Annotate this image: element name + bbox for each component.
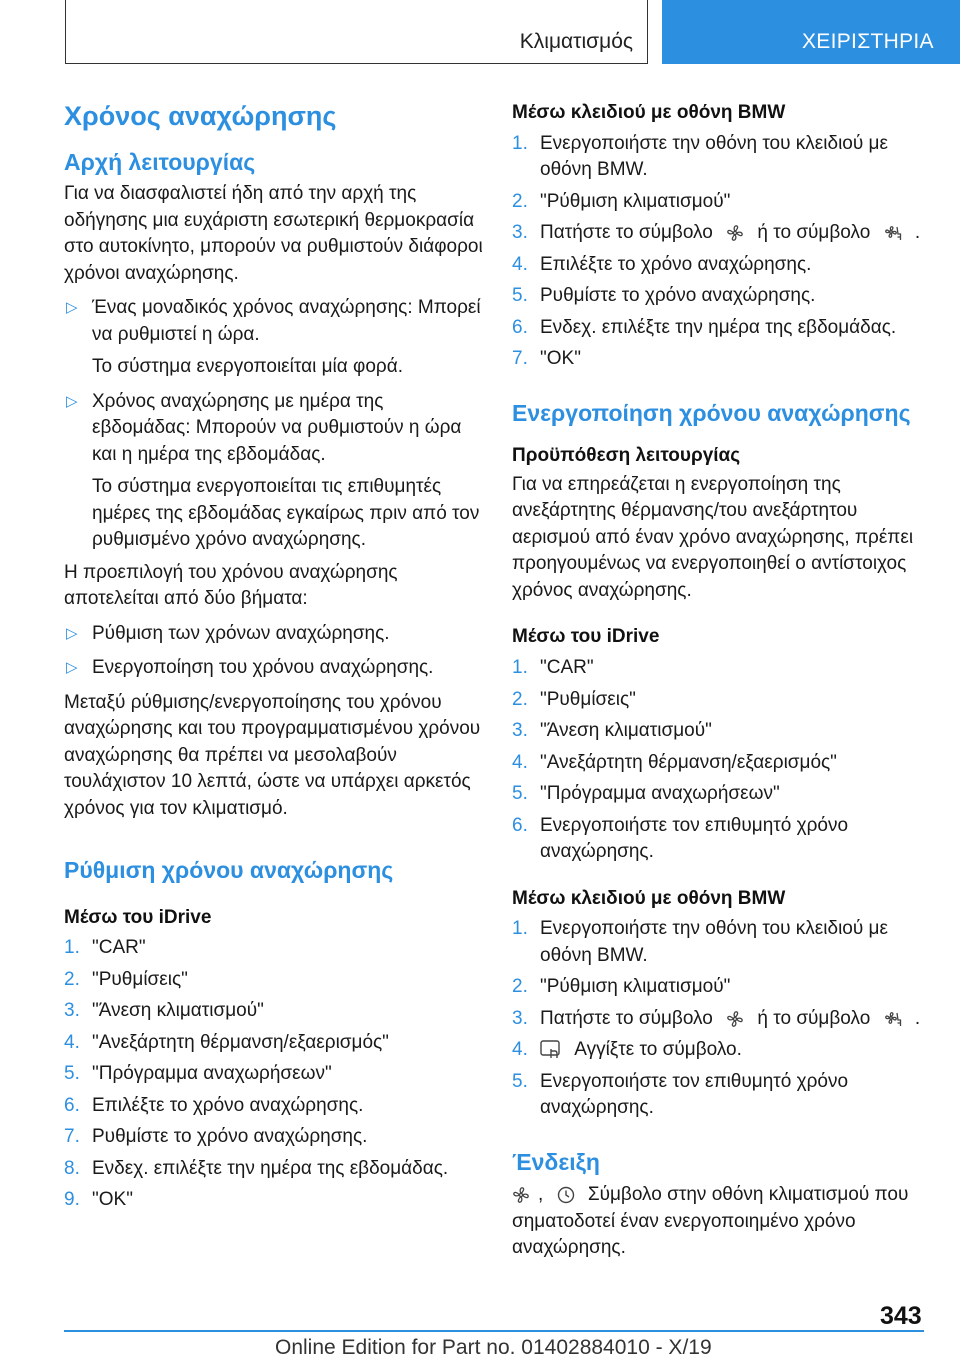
list-item: 1. Ενεργοποιήστε την οθόνη του κλειδιού με οθόνη BMW. (512, 918, 888, 966)
key-display-activation-steps (512, 916, 922, 1122)
idrive-heading: Μέσω του iDrive (64, 906, 212, 928)
bullet-weekday-note: Το σύστημα ενεργοποιείται τις επιθυμητές ημέρες της εβδομάδας εγκαίρως πριν από τον ρυθμισμένο χρόνο αναχώρησης. (92, 476, 480, 551)
list-item: 6. Ενδεχ. επιλέξτε την ημέρα της εβδομάδας. (512, 316, 897, 338)
list-item: 3. "Άνεση κλιματισμού" (512, 720, 712, 742)
list-item: 5. "Πρόγραμμα αναχωρήσεων" (64, 1063, 332, 1085)
page-header (0, 0, 960, 64)
triangle-bullet-icon: ▷ (66, 659, 78, 677)
list-item: 1. "CAR" (512, 657, 594, 679)
list-item: 2. "Ρυθμίσεις" (512, 688, 636, 710)
list-item: 4. "Ανεξάρτητη θέρμανση/εξαερισμός" (512, 751, 837, 773)
precondition-heading: Προϋπόθεση λειτουργίας (512, 445, 741, 467)
chapter-title: ΧΕΙΡΙΣΤΗΡΙΑ (802, 30, 934, 53)
triangle-bullet-icon: ▷ (66, 624, 78, 642)
list-item: 6. Ενεργοποιήστε τον επιθυμητό χρόνο αναχώρησης. (512, 814, 849, 863)
bullet-single-time: ▷ Ένας μοναδικός χρόνος αναχώρησης: Μπορεί να ρυθμιστεί η ώρα. (66, 297, 481, 345)
list-item: 2. "Ρυθμίσεις" (64, 968, 188, 990)
steps-intro: Η προεπιλογή του χρόνου αναχώρησης αποτελείται από δύο βήματα: (64, 561, 398, 610)
list-item: 1. "CAR" (64, 937, 146, 959)
footer-text: Online Edition for Part no. 01402884010 - X/19 (275, 1336, 712, 1359)
list-item: 4. Αγγίξτε το σύμβολο. (512, 1039, 742, 1061)
fan-icon (726, 224, 744, 242)
list-item: 5. Ρυθμίστε το χρόνο αναχώρησης. (512, 285, 816, 307)
list-item: 6. Επιλέξτε το χρόνο αναχώρησης. (64, 1094, 364, 1116)
idrive-activation-steps (512, 655, 922, 866)
bullet-weekday-time: ▷ Χρόνος αναχώρησης με ημέρα της εβδομάδας: Μπορούν να ρυθμιστούν η ώρα και η ημέρα της εβδομάδας. (66, 390, 462, 465)
intro-text: Για να διασφαλιστεί ήδη από την αρχή της οδήγησης μια ευχάριστη εσωτερική θερμοκρασία στο αυτοκίνητο, μπορούν να ρυθμιστούν διάφοροι χρόνοι αναχώρησης. (64, 183, 483, 284)
triangle-bullet-icon: ▷ (66, 299, 78, 317)
fan-seat-icon (884, 1010, 902, 1028)
bullet-step-activate: ▷ Ενεργοποίηση του χρόνου αναχώρησης. (64, 655, 484, 682)
left-column (64, 100, 484, 1219)
precondition-text: Για να επηρεάζεται η ενεργοποίηση της ανεξάρτητης θέρμανσης/του ανεξάρτητου αερισμού από έναν χρόνο αναχώρησης, πρέπει προηγουμένως να ενεργοποιηθεί ο αντίστοιχος χρόνος αναχώρησης. (512, 473, 914, 601)
list-item: 4. Επιλέξτε το χρόνο αναχώρησης. (512, 253, 812, 275)
key-display-heading: Μέσω κλειδιού με οθόνη BMW (512, 102, 786, 123)
touch-icon (540, 1040, 562, 1060)
list-item: 1. Ενεργοποιήστε την οθόνη του κλειδιού με οθόνη BMW. (512, 132, 888, 181)
list-item: 3. Πατήστε το σύμβολο ή το σύμβολο . (512, 222, 921, 244)
right-column (512, 100, 922, 1264)
page-number: 343 (880, 1302, 922, 1330)
section-tab (65, 0, 648, 64)
footer-divider (64, 1330, 924, 1332)
fan-icon (512, 1186, 530, 1204)
list-item: 8. Ενδεχ. επιλέξτε την ημέρα της εβδομάδας. (64, 1157, 449, 1179)
list-item: 2. "Ρύθμιση κλιματισμού" (512, 976, 731, 998)
setting-heading: Ρύθμιση χρόνου αναχώρησης (64, 857, 394, 884)
list-item: 2. "Ρύθμιση κλιματισμού" (512, 190, 731, 212)
triangle-bullet-icon: ▷ (66, 392, 78, 410)
list-item: 5. "Πρόγραμμα αναχωρήσεων" (512, 783, 780, 805)
bullet-single-note: Το σύστημα ενεργοποιείται μία φορά. (92, 356, 403, 378)
timing-note: Μεταξύ ρύθμισης/ενεργοποίησης του χρόνου αναχώρησης και του προγραμματισμένου χρόνου αναχώρησης θα πρέπει να μεσολαβούν τουλάχιστον 10 λεπτά, ώστε να υπάρχει αρκετός χρόνος για τον κλιματισμό. (64, 691, 481, 819)
activation-heading: Ενεργοποίηση χρόνου αναχώρησης (512, 399, 911, 426)
indicator-heading: Ένδειξη (512, 1148, 600, 1175)
chapter-tab (662, 0, 960, 64)
key-display-heading-2: Μέσω κλειδιού με οθόνη BMW (512, 887, 786, 909)
list-item: 3. "Άνεση κλιματισμού" (64, 1000, 264, 1022)
list-item: 4. "Ανεξάρτητη θέρμανση/εξαερισμός" (64, 1031, 389, 1053)
departure-time-title: Χρόνος αναχώρησης (64, 101, 337, 131)
list-item: 7. "OK" (512, 348, 581, 370)
principle-heading: Αρχή λειτουργίας (64, 149, 256, 176)
section-title: Κλιματισμός (519, 30, 633, 53)
list-item: 9. "OK" (64, 1189, 133, 1211)
list-item: 5. Ενεργοποιήστε τον επιθυμητό χρόνο αναχώρησης. (512, 1070, 849, 1119)
indicator-text: , Σύμβολο στην οθόνη κλιματισμού που σηματοδοτεί έναν ενεργοποιημένο χρόνο αναχώρησης. (512, 1184, 909, 1259)
list-item: 7. Ρυθμίστε το χρόνο αναχώρησης. (64, 1126, 368, 1148)
fan-icon (726, 1010, 744, 1028)
list-item: 3. Πατήστε το σύμβολο ή το σύμβολο . (512, 1007, 921, 1029)
clock-icon (557, 1186, 575, 1204)
fan-seat-icon (884, 224, 902, 242)
idrive-steps (64, 935, 484, 1214)
bullet-step-set: ▷ Ρύθμιση των χρόνων αναχώρησης. (64, 621, 484, 648)
idrive-heading: Μέσω του iDrive (512, 626, 660, 648)
key-display-steps (512, 131, 922, 373)
